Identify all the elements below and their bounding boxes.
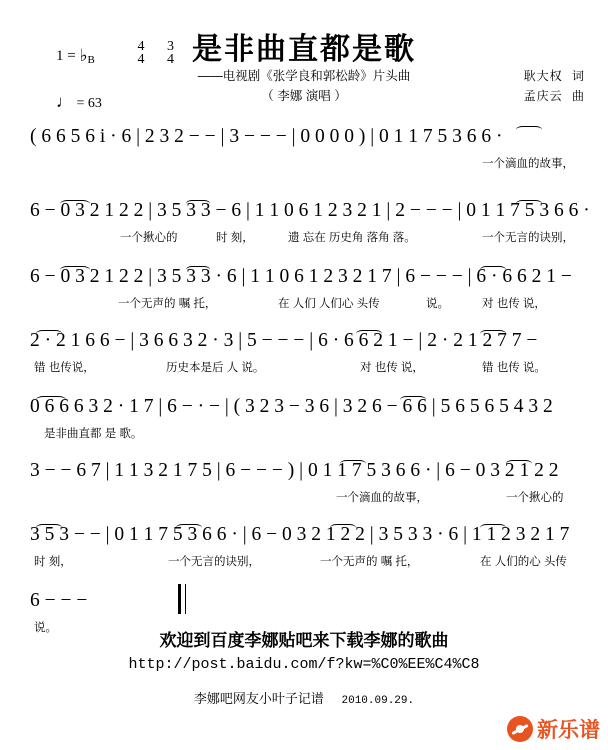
note-row: 6 − 0 3 2 1 2 2 | 3 5 3 3 − 6 | 1 1 0 6 1 2 3 2 1 | 2 − − − | 0 1 1 7 5 3 6 6 · <box>30 200 590 221</box>
lyricist-role: 词 <box>571 69 584 83</box>
staff-system-2 <box>30 196 590 256</box>
meter-top-2: 3 <box>167 39 174 54</box>
staff-system-5 <box>30 392 586 452</box>
lyric-row <box>30 359 586 381</box>
lyric-row <box>30 425 586 447</box>
lyric-segment: 时 刻， <box>34 556 72 568</box>
composer-name: 孟庆云 <box>523 89 563 103</box>
flat-icon: ♭ <box>79 46 88 65</box>
vinyl-disc-icon <box>507 716 533 742</box>
source-url[interactable]: http://post.baidu.com/f?kw=%C0%EE%C4%C8 <box>128 656 480 673</box>
lyric-segment: 一个无言的诀别， <box>168 556 260 568</box>
tie-arc <box>516 126 542 134</box>
lyric-segment: 对 也传 说， <box>482 298 546 310</box>
transcriber-name: 李娜吧网友小叶子记谱 <box>193 691 324 706</box>
logo-text: 新乐谱 <box>537 718 600 742</box>
lyric-segment: 说。 <box>34 622 57 634</box>
tie-arc <box>516 200 542 208</box>
quarter-note-icon: ♩ <box>56 92 73 111</box>
transcriber-credit <box>0 688 608 707</box>
final-barline <box>178 584 181 614</box>
lyric-row <box>30 553 586 575</box>
tie-arc <box>36 330 62 338</box>
composer-role: 曲 <box>571 89 584 103</box>
note-row: 6 − − − <box>30 590 88 611</box>
key-value: B <box>87 54 95 66</box>
tie-arc <box>60 200 90 208</box>
note-row: 0 6 6 6 3 2 · 1 7 | 6 − · − | ( 3 2 3 − 3 6 | 3 2 6 − 6 6 | 5 6 5 6 5 4 3 2 <box>30 396 553 417</box>
lyric-segment: 一个滴血的故事， <box>336 492 428 504</box>
site-logo[interactable] <box>507 714 600 744</box>
time-signature <box>128 40 184 66</box>
lyric-segment: 遗 忘在 历史角 落角 落。 <box>288 232 416 244</box>
lyric-segment: 一个揪心的 <box>120 232 178 244</box>
meter-top-1: 4 <box>137 39 145 54</box>
tie-arc <box>356 330 382 338</box>
staff-system-6 <box>30 456 586 516</box>
final-barline-thin <box>185 584 186 614</box>
tie-arc <box>36 524 62 532</box>
lyric-segment: 是非曲直都 是 歌。 <box>44 428 143 440</box>
lyric-segment: 一个无声的 嘱 托， <box>118 298 217 310</box>
note-row: 2 · 2 1 6 6 − | 3 6 6 3 2 · 3 | 5 − − − | 6 · 6 6 2 1 − | 2 · 2 1 2 7 7 − <box>30 330 538 351</box>
lyricist-name: 耿大权 <box>523 69 563 83</box>
singer-line: （ 李娜 演唱 ） <box>261 89 347 103</box>
lyric-segment: 错 也传 说。 <box>482 362 546 374</box>
composer-line <box>524 86 584 106</box>
subtitle: ——电视剧《张学良和郭松龄》片头曲 <box>197 69 411 83</box>
lyric-row <box>30 155 586 177</box>
tie-arc <box>480 266 506 274</box>
lyric-segment: 对 也传 说， <box>360 362 424 374</box>
lyric-segment: 在 人们的心 头传 <box>480 556 567 568</box>
lyric-row <box>30 229 586 251</box>
tie-arc <box>506 460 532 468</box>
lyric-segment: 时 刻， <box>216 232 254 244</box>
tie-arc <box>340 460 366 468</box>
note-row: 3 5 3 − − | 0 1 1 7 5 3 6 6 · | 6 − 0 3 2 1 2 2 | 3 5 3 3 · 6 | 1 1 2 3 2 1 7 <box>30 524 570 545</box>
tempo-value: = 63 <box>76 96 102 111</box>
tie-arc <box>36 396 66 404</box>
lyric-segment: 一个无言的诀别， <box>482 232 574 244</box>
lyricist-line <box>524 66 584 86</box>
lyric-row <box>30 295 586 317</box>
key-signature <box>56 46 95 66</box>
staff-system-1 <box>30 122 586 182</box>
note-row: 3 − − 6 7 | 1 1 3 2 1 7 5 | 6 − − − ) | 0 1 1 7 5 3 6 6 · | 6 − 0 3 2 1 2 2 <box>30 460 559 481</box>
meter-bottom-2: 4 <box>167 52 174 67</box>
tie-arc <box>480 330 506 338</box>
tie-arc <box>330 524 356 532</box>
lyric-segment: 一个揪心的 <box>506 492 564 504</box>
lyric-segment: 错 也传说， <box>34 362 95 374</box>
note-row: 6 − 0 3 2 1 2 2 | 3 5 3 3 · 6 | 1 1 0 6 1 2 3 2 1 7 | 6 − − − | 6 · 6 6 2 1 − <box>30 266 572 287</box>
tie-arc <box>186 200 210 208</box>
lyric-segment: 在 人们 人们心 头传 <box>278 298 380 310</box>
tie-arc <box>480 524 506 532</box>
page-title: 是非曲直都是歌 <box>192 32 416 67</box>
tie-arc <box>176 524 202 532</box>
tie-arc <box>186 266 210 274</box>
credits <box>524 66 584 106</box>
transcription-date: 2010.09.29. <box>341 695 415 707</box>
lyric-segment: 一个无声的 嘱 托， <box>320 556 419 568</box>
promo-text: 欢迎到百度李娜贴吧来下载李娜的歌曲 <box>159 631 449 651</box>
note-row: ( 6 6 5 6 i · 6 | 2 3 2 − − | 3 − − − | 0 0 0 0 ) | 0 1 1 7 5 3 6 6 · <box>30 126 503 147</box>
lyric-segment: 历史本是后 人 说。 <box>166 362 265 374</box>
key-label: 1 = <box>56 48 76 64</box>
meter-bottom-1: 4 <box>137 52 145 67</box>
tie-arc <box>60 266 90 274</box>
lyric-segment: 一个滴血的故事， <box>482 158 574 170</box>
tempo-marking <box>56 92 102 112</box>
tie-arc <box>400 396 426 404</box>
lyric-row <box>30 489 586 511</box>
lyric-segment: 说。 <box>426 298 449 310</box>
